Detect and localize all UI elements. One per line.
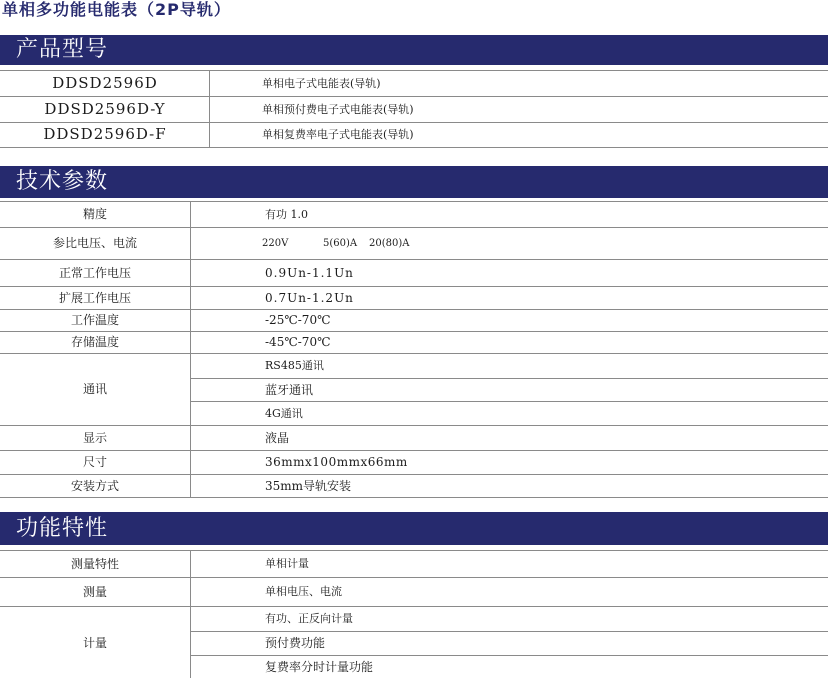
column-divider [190,550,191,678]
feature-value-metering-prepaid: 预付费功能 [265,636,326,650]
feature-label-metering: 计量 [82,636,107,650]
param-value-install: 35mm导轨安装 [265,479,352,493]
model-row-3-name: DDSD2596D-F [43,125,167,143]
feature-value-measure-characteristic: 单相计量 [265,557,309,570]
column-divider [190,201,191,497]
model-row-2-desc: 单相预付费电子式电能表(导轨) [262,103,414,116]
param-value-comm-4g: 4G通讯 [265,407,303,420]
param-value-display: 液晶 [265,431,290,445]
param-value-extended-voltage: 0.7Un-1.2Un [265,291,354,305]
param-value-normal-voltage: 0.9Un-1.1Un [265,266,354,280]
feature-label-measure-characteristic: 测量特性 [70,557,119,571]
param-label-work-temp: 工作温度 [70,313,119,327]
param-value-ref-voltage: 220V [262,238,289,249]
param-value-work-temp: -25℃-70℃ [265,313,331,327]
model-row-2-name: DDSD2596D-Y [44,100,166,118]
divider [0,147,828,148]
param-value-comm-rs485: RS485通讯 [265,359,324,372]
param-label-size: 尺寸 [82,455,107,469]
param-value-ref-current-2: 20(80)A [369,238,410,249]
param-label-accuracy: 精度 [82,207,107,221]
param-label-storage-temp: 存储温度 [70,335,119,349]
param-value-size: 36mmx100mmx66mm [265,455,408,469]
param-label-display: 显示 [82,431,107,445]
document-title: 单相多功能电能表（2P导轨） [2,0,231,19]
feature-value-metering-active: 有功、正反向计量 [265,612,353,625]
section-header-models: 产品型号 [0,35,828,65]
param-label-normal-voltage: 正常工作电压 [58,266,131,280]
param-value-storage-temp: -45℃-70℃ [265,335,331,349]
param-value-ref-current-1: 5(60)A [323,238,358,249]
param-value-accuracy: 有功 1.0 [265,208,308,221]
param-label-install: 安装方式 [70,479,119,493]
param-value-comm-bluetooth: 蓝牙通讯 [265,383,314,397]
model-row-1-desc: 单相电子式电能表(导轨) [262,77,381,90]
param-label-reference: 参比电压、电流 [52,236,137,250]
section-header-params: 技术参数 [0,166,828,198]
model-row-1-name: DDSD2596D [52,74,158,92]
section-header-features: 功能特性 [0,512,828,545]
param-label-communication: 通讯 [82,382,107,396]
model-row-3-desc: 单相复费率电子式电能表(导轨) [262,128,414,141]
divider [0,497,828,498]
feature-value-metering-multirate: 复费率分时计量功能 [265,660,374,674]
param-label-extended-voltage: 扩展工作电压 [58,291,131,305]
feature-label-measure: 测量 [82,585,107,599]
feature-value-measure: 单相电压、电流 [265,585,342,598]
